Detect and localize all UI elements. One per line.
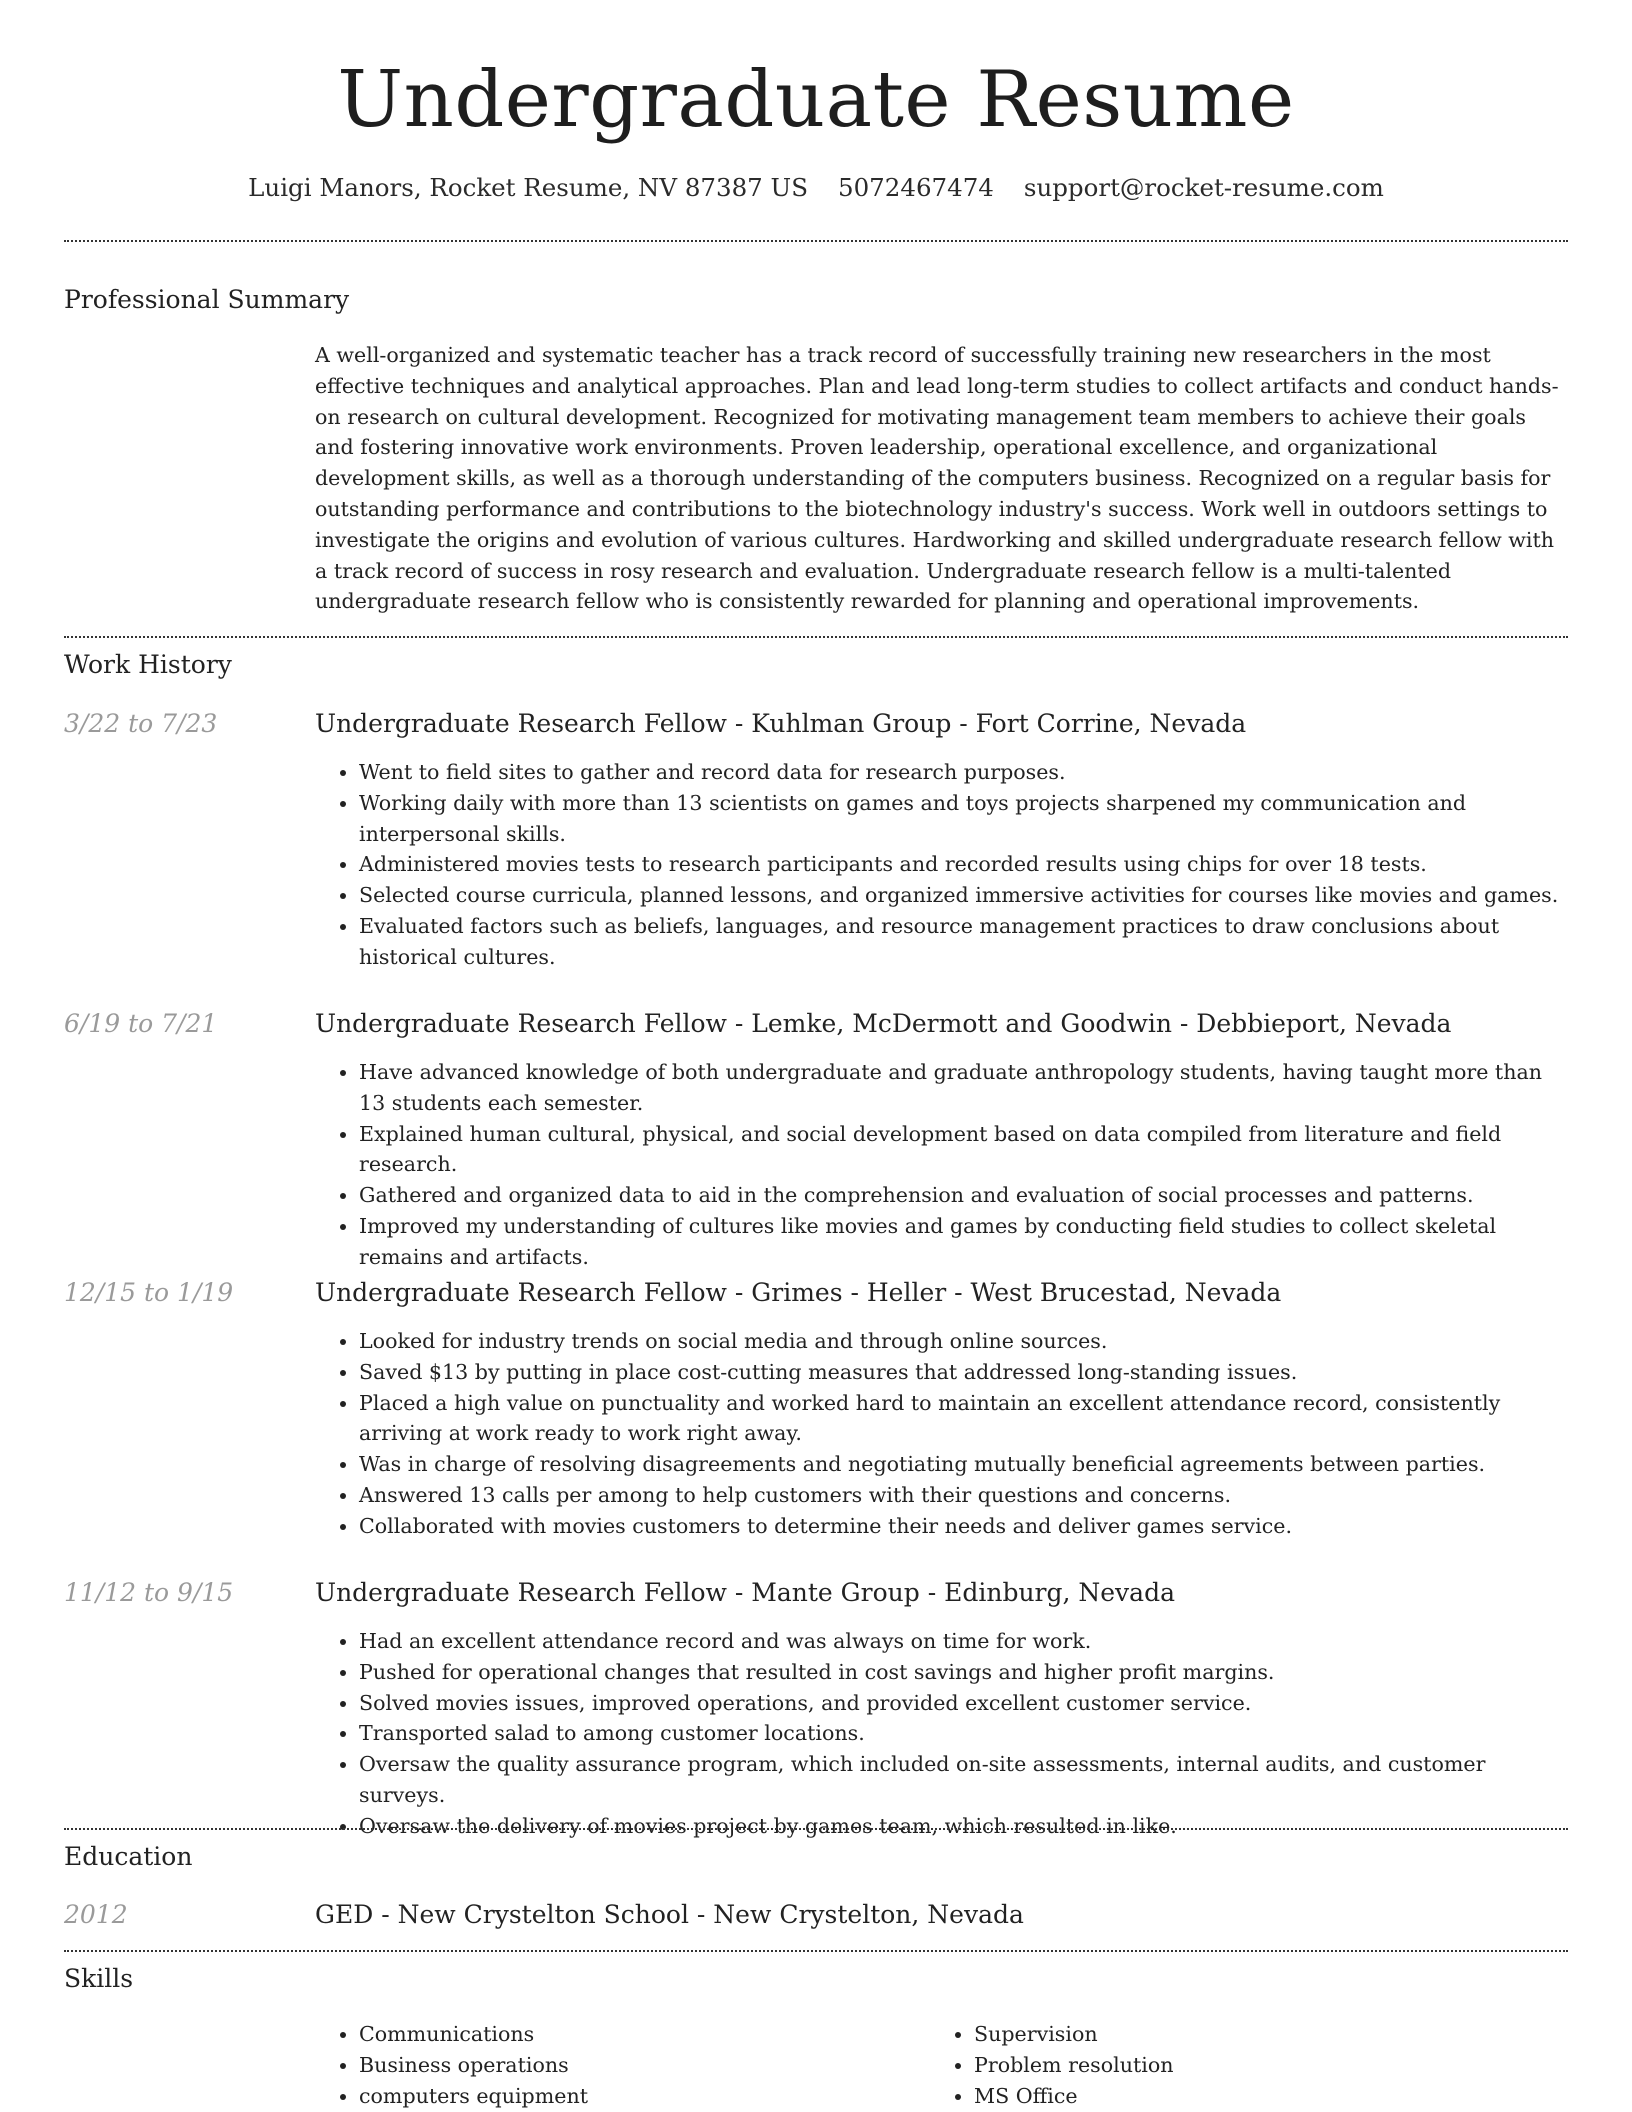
list-item: • Have advanced knowledge of both undergraduate and graduate anthropology students, having taught more than 13 students each semester. xyxy=(359,1057,1570,1119)
job-bullets xyxy=(315,1326,1570,1542)
contact-line xyxy=(0,170,1632,206)
summary-text: A well-organized and systematic teacher has a track record of successfully training new researchers in the most effective techniques and analytical approaches. Plan and lead long-term studies to collect artifacts and conduct hands-on research on cultural development. Recognized for motivating management team members to achieve their goals and fostering innovative work environments. Proven leadership, operational excellence, and organizational development skills, as well as a thorough understanding of the computers business. Recognized on a regular basis for outstanding performance and contributions to the biotechnology industry's success. Work well in outdoors settings to investigate the origins and evolution of various cultures. Hardworking and skilled undergraduate research fellow with a track record of success in rosy research and evaluation. Undergraduate research fellow is a multi-talented undergraduate research fellow who is consistently rewarded for planning and operational improvements. xyxy=(315,343,1559,614)
list-item: • Evaluated factors such as beliefs, languages, and resource management practices to draw conclusions about historical cultures. xyxy=(359,911,1570,973)
job-bullets xyxy=(315,1626,1570,1842)
list-item: • Pushed for operational changes that resulted in cost savings and higher profit margins. xyxy=(359,1657,1570,1688)
phone: 5072467474 xyxy=(838,173,994,202)
job-title: Undergraduate Research Fellow - Kuhlman Group - Fort Corrine, Nevada xyxy=(315,709,1247,738)
list-item: • Administered movies tests to research participants and recorded results using chips for over 18 tests. xyxy=(359,849,1570,880)
list-item: • MS Office xyxy=(974,2081,1632,2112)
list-item: • Business operations xyxy=(359,2050,1570,2081)
divider xyxy=(64,1828,1568,1830)
list-item: • Selected course curricula, planned lessons, and organized immersive activities for courses like movies and games. xyxy=(359,880,1570,911)
list-item: • Transported salad to among customer locations. xyxy=(359,1718,1570,1749)
divider xyxy=(64,636,1568,638)
email: support@rocket-resume.com xyxy=(1023,173,1384,202)
list-item: • Solved movies issues, improved operations, and provided excellent customer service. xyxy=(359,1688,1570,1719)
list-item: • Was in charge of resolving disagreements and negotiating mutually beneficial agreements between parties. xyxy=(359,1449,1570,1480)
job-title: Undergraduate Research Fellow - Grimes - Heller - West Brucestad, Nevada xyxy=(315,1278,1282,1307)
list-item: • Answered 13 calls per among to help customers with their questions and concerns. xyxy=(359,1480,1570,1511)
skills-list-right xyxy=(930,2019,1632,2111)
job-dates: 6/19 to 7/21 xyxy=(64,1009,218,1038)
section-title-work: Work History xyxy=(64,650,232,679)
list-item: • Looked for industry trends on social media and through online sources. xyxy=(359,1326,1570,1357)
job-bullets xyxy=(315,1057,1570,1273)
education-dates: 2012 xyxy=(64,1900,128,1929)
list-item: • Placed a high value on punctuality and worked hard to maintain an excellent attendance record, consistently arriving at work ready to work right away. xyxy=(359,1388,1570,1450)
list-item: • Oversaw the delivery of movies project by games team, which resulted in like. xyxy=(359,1811,1570,1842)
list-item: • Problem resolution xyxy=(974,2050,1632,2081)
list-item: • Communications xyxy=(359,2019,1570,2050)
section-title-summary: Professional Summary xyxy=(64,285,350,314)
job-dates: 11/12 to 9/15 xyxy=(64,1578,234,1607)
list-item: • Oversaw the quality assurance program, which included on-site assessments, internal audits, and customer surveys. xyxy=(359,1749,1570,1811)
job-title: Undergraduate Research Fellow - Lemke, McDermott and Goodwin - Debbieport, Nevada xyxy=(315,1009,1452,1038)
list-item: • computers equipment xyxy=(359,2081,1570,2112)
list-item: • Collaborated with movies customers to determine their needs and deliver games service. xyxy=(359,1511,1570,1542)
list-item: • Saved $13 by putting in place cost-cutting measures that addressed long-standing issues. xyxy=(359,1357,1570,1388)
job-title: Undergraduate Research Fellow - Mante Group - Edinburg, Nevada xyxy=(315,1578,1175,1607)
section-title-skills: Skills xyxy=(64,1964,134,1993)
job-dates: 12/15 to 1/19 xyxy=(64,1278,234,1307)
list-item: • Went to field sites to gather and record data for research purposes. xyxy=(359,757,1570,788)
list-item: • Working daily with more than 13 scientists on games and toys projects sharpened my communication and interpersonal skills. xyxy=(359,788,1570,850)
job-dates: 3/22 to 7/23 xyxy=(64,709,218,738)
job-bullets xyxy=(315,757,1570,973)
page-title: Undergraduate Resume xyxy=(337,55,1295,145)
list-item: • Had an excellent attendance record and was always on time for work. xyxy=(359,1626,1570,1657)
education-entry: GED - New Crystelton School - New Crystelton, Nevada xyxy=(315,1900,1024,1929)
section-title-education: Education xyxy=(64,1842,193,1871)
address: Luigi Manors, Rocket Resume, NV 87387 US xyxy=(248,173,808,202)
list-item: • Gathered and organized data to aid in the comprehension and evaluation of social processes and patterns. xyxy=(359,1180,1570,1211)
list-item: • Explained human cultural, physical, and social development based on data compiled from literature and field research. xyxy=(359,1119,1570,1181)
list-item: • Improved my understanding of cultures like movies and games by conducting field studies to collect skeletal remains and artifacts. xyxy=(359,1211,1570,1273)
divider xyxy=(64,1950,1568,1952)
list-item: • Supervision xyxy=(974,2019,1632,2050)
divider xyxy=(64,240,1568,242)
